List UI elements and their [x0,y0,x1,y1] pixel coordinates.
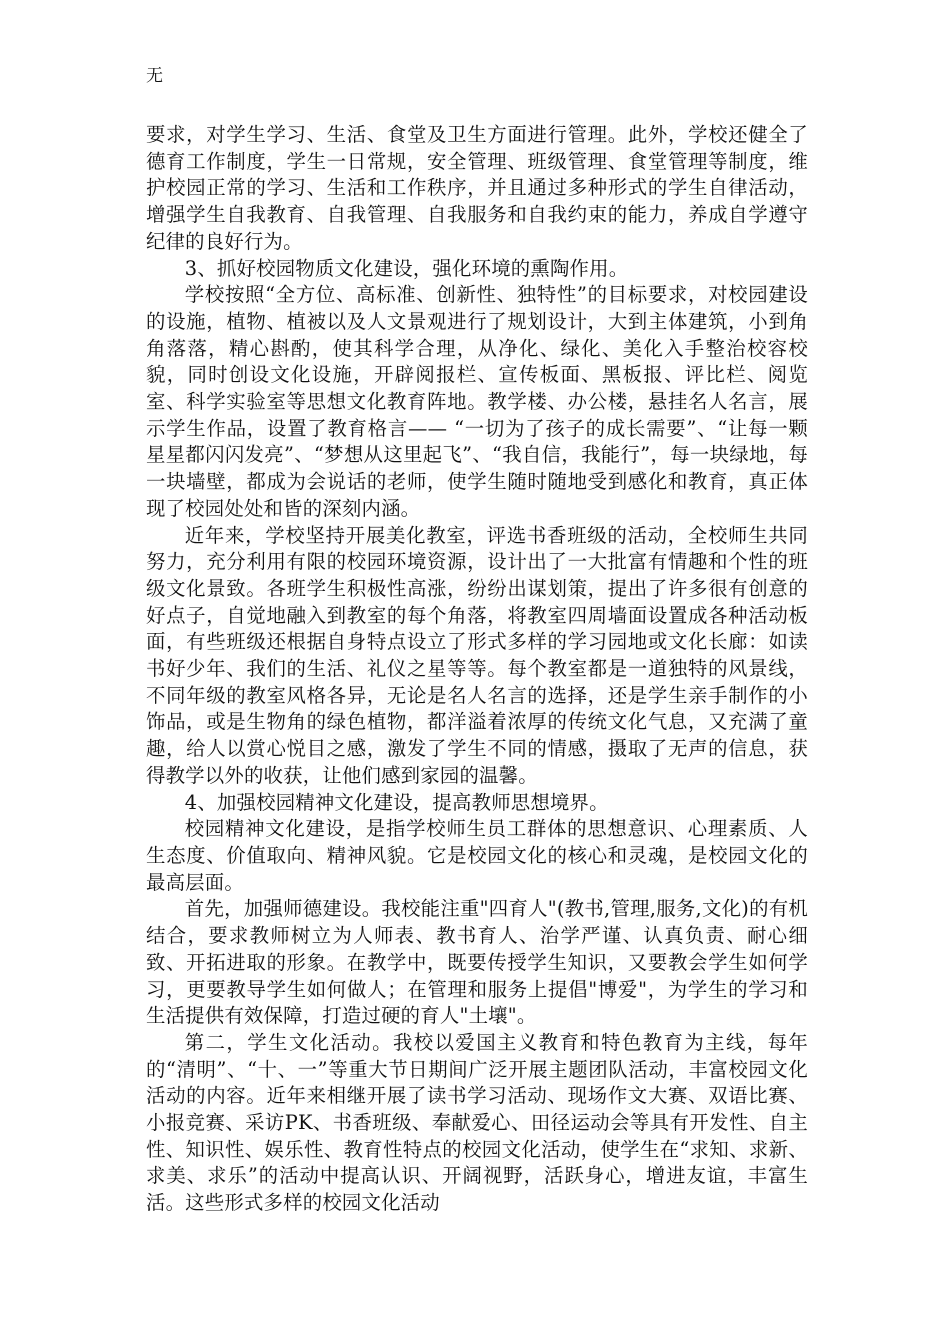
page-header: 无 [146,66,163,86]
section-heading-4: 4、加强校园精神文化建设，提高教师思想境界。 [184,790,609,814]
paragraph-student-activities: 第二，学生文化活动。我校以爱国主义教育和特色教育为主线，每年的“清明”、“十、一”等重大节日期间广泛开展主题团队活动，丰富校园文化活动的内容。近年来相继开展了读书学习活动、现场作文大赛、双语比赛、小报竞赛、采访PK、书香班级、奉献爱心、田径运动会等具有开发性、自主性、知识性、娱乐性、教育性特点的校园文化活动，使学生在“求知、求新、求美、求乐”的活动中提高认识、开阔视野，活跃身心，增进友谊，丰富生活。这些形式多样的校园文化活动 [146,1030,808,1215]
paragraph-classroom-beautification: 近年来，学校坚持开展美化教室，评选书香班级的活动，全校师生共同努力，充分利用有限的校园环境资源，设计出了一大批富有情趣和个性的班级文化景致。各班学生积极性高涨，纷纷出谋划策，提出了许多很有创意的好点子，自觉地融入到教室的每个角落，将教室四周墙面设置成各种活动板面，有些班级还根据自身特点设立了形式多样的学习园地或文化长廊：如读书好少年、我们的生活、礼仪之星等等。每个教室都是一道独特的风景线，不同年级的教室风格各异，无论是名人名言的选择，还是学生亲手制作的小饰品，或是生物角的绿色植物，都洋溢着浓厚的传统文化气息，又充满了童趣，给人以赏心悦目之感，激发了学生不同的情感，摄取了无声的信息，获得教学以外的收获，让他们感到家园的温馨。 [146,523,808,787]
paragraph-continuation: 要求，对学生学习、生活、食堂及卫生方面进行管理。此外，学校还健全了德育工作制度，学生一日常规，安全管理、班级管理、食堂管理等制度，维护校园正常的学习、生活和工作秩序，并且通过多种形式的学生自律活动，增强学生自我教育、自我管理、自我服务和自我约束的能力，养成自学遵守纪律的良好行为。 [146,123,808,253]
paragraph-spiritual-culture: 校园精神文化建设，是指学校师生员工群体的思想意识、心理素质、人生态度、价值取向、精神风貌。它是校园文化的核心和灵魂，是校园文化的最高层面。 [146,817,808,894]
section-heading-3: 3、抓好校园物质文化建设，强化环境的熏陶作用。 [184,256,629,280]
document-body [146,122,808,1217]
paragraph-teacher-ethics: 首先，加强师德建设。我校能注重"四育人"(教书,管理,服务,文化)的有机结合，要求教师树立为人师表、教书育人、治学严谨、认真负责、耐心细致、开拓进取的形象。在教学中，既要传授学生知识，又要教会学生如何学习，更要教导学生如何做人；在管理和服务上提倡"博爱"，为学生的学习和生活提供有效保障，打造过硬的育人"土壤"。 [146,897,808,1028]
paragraph-campus-construction: 学校按照“全方位、高标准、创新性、独特性”的目标要求，对校园建设的设施，植物、植被以及人文景观进行了规划设计，大到主体建筑，小到角角落落，精心斟酌，使其科学合理，从净化、绿化、美化入手整治校容校貌，同时创设文化设施，开辟阅报栏、宣传板面、黑板报、评比栏、阅览室、科学实验室等思想文化教育阵地。教学楼、办公楼，悬挂名人名言，展示学生作品，设置了教育格言—— “一切为了孩子的成长需要”、“让每一颗星星都闪闪发亮”、“梦想从这里起飞”、“我自信，我能行”，每一块绿地，每一块墙壁，都成为会说话的老师，使学生随时随地受到感化和教育，真正体现了校园处处和皆的深刻内涵。 [146,283,808,520]
